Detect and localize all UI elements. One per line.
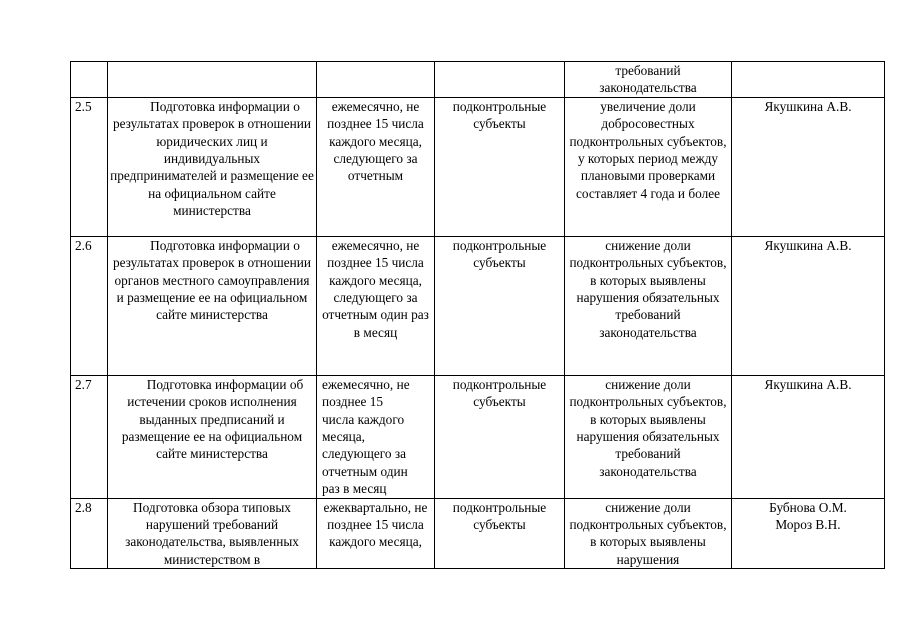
responsible-person: Якушкина А.В. xyxy=(732,97,885,236)
table-row xyxy=(71,236,885,375)
row-number: 2.5 xyxy=(71,97,108,236)
expected-result: требований законодательства xyxy=(565,62,732,98)
deadline: ежемесячно, не позднее 15 числа каждого месяца, следующего за отчетным один раз в месяц xyxy=(317,375,435,498)
measure-name: Подготовка информации о результатах проверок в отношении органов местного самоуправления и размещение ее на официальном сайте министерства xyxy=(108,236,317,375)
row-number: 2.8 xyxy=(71,498,108,569)
responsible-person: Якушкина А.В. xyxy=(732,375,885,498)
expected-result: снижение доли подконтрольных субъектов, в которых выявлены нарушения xyxy=(565,498,732,569)
responsible-person: Якушкина А.В. xyxy=(732,236,885,375)
table-row xyxy=(71,375,885,498)
table-row xyxy=(71,62,885,98)
responsible-person: Бубнова О.М. Мороз В.Н. xyxy=(732,498,885,569)
deadline: ежеквартально, не позднее 15 числа каждого месяца, xyxy=(317,498,435,569)
controlled-subjects: подконтрольные субъекты xyxy=(435,97,565,236)
measure-name: Подготовка информации о результатах проверок в отношении юридических лиц и индивидуальных предпринимателей и размещение ее на официальном сайте министерства xyxy=(108,97,317,236)
row-number: 2.6 xyxy=(71,236,108,375)
measure-name xyxy=(108,62,317,98)
table-row xyxy=(71,97,885,236)
measure-name: Подготовка обзора типовых нарушений требований законодательства, выявленных министерством в xyxy=(108,498,317,569)
row-number: 2.7 xyxy=(71,375,108,498)
expected-result: снижение доли подконтрольных субъектов, в которых выявлены нарушения обязательных требований законодательства xyxy=(565,375,732,498)
responsible-person xyxy=(732,62,885,98)
deadline: ежемесячно, не позднее 15 числа каждого месяца, следующего за отчетным xyxy=(317,97,435,236)
row-number xyxy=(71,62,108,98)
controlled-subjects: подконтрольные субъекты xyxy=(435,498,565,569)
expected-result: снижение доли подконтрольных субъектов, в которых выявлены нарушения обязательных требований законодательства xyxy=(565,236,732,375)
deadline xyxy=(317,62,435,98)
expected-result: увеличение доли добросовестных подконтрольных субъектов, у которых период между плановыми проверками составляет 4 года и более xyxy=(565,97,732,236)
controlled-subjects: подконтрольные субъекты xyxy=(435,236,565,375)
controlled-subjects: подконтрольные субъекты xyxy=(435,375,565,498)
measure-name: Подготовка информации об истечении сроков исполнения выданных предписаний и размещение ее на официальном сайте министерства xyxy=(108,375,317,498)
measures-table xyxy=(70,61,885,569)
table-row xyxy=(71,498,885,569)
controlled-subjects xyxy=(435,62,565,98)
deadline: ежемесячно, не позднее 15 числа каждого месяца, следующего за отчетным один раз в месяц xyxy=(317,236,435,375)
